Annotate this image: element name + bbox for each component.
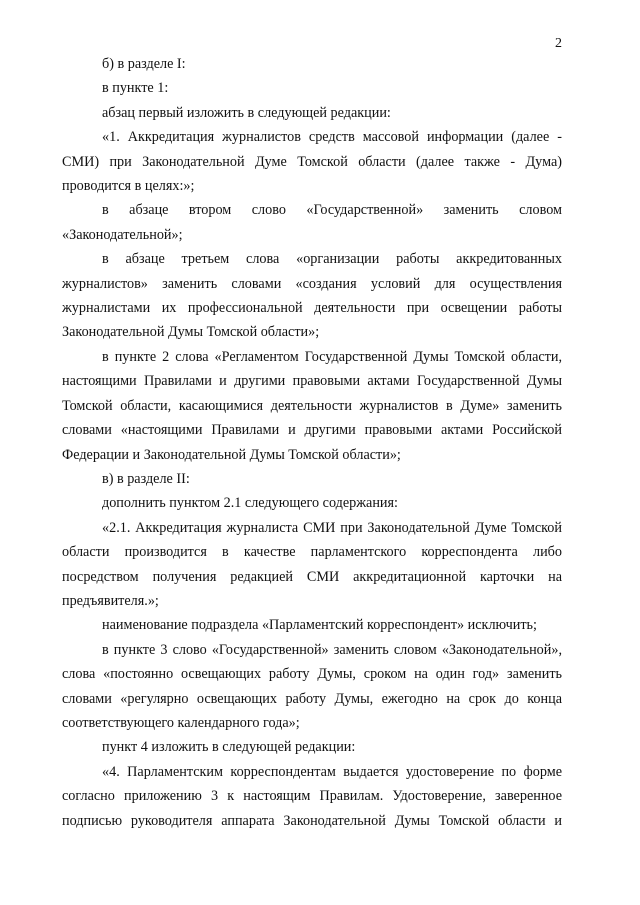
paragraph-quote-2-1: «2.1. Аккредитация журналиста СМИ при Законодательной Думе Томской области производится в качестве парламентского корреспондента либо посредством получения редакцией СМИ аккредитационной карточки на предъявителя.»; (62, 519, 562, 609)
paragraph-third-abzac: в абзаце третьем слова «организации работы аккредитованных журналистов» заменить словами «создания условий для осуществления журналистами их профессиональной деятельности при освещении работы Законодательной Думы Томской области»; (62, 251, 562, 341)
paragraph-add-2-1: дополнить пунктом 2.1 следующего содержания: (102, 495, 398, 512)
paragraph-point-1: в пункте 1: (102, 80, 169, 97)
paragraph-section-1: б) в разделе I: (102, 56, 186, 72)
paragraph-section-2: в) в разделе II: (102, 470, 190, 487)
paragraph-quote-1: «1. Аккредитация журналистов средств массовой информации (далее - СМИ) при Законодательной Думе Томской области (далее также - Дума) проводится в целях:»; (62, 129, 562, 195)
paragraph-point-3: в пункте 3 слово «Государственной» заменить словом «Законодательной», слова «постоянно освещающих работу Думы, сроком на один год» заменить словами «регулярно освещающих работу Думы, ежегодно на срок до конца соответствующего календарного года»; (62, 641, 562, 731)
paragraph-quote-4: «4. Парламентским корреспондентам выдается удостоверение по форме согласно приложению 3 к настоящим Правилам. Удостоверение, заверенное подписью руководителя аппарата Законодательной Думы Томской области и (62, 763, 562, 829)
paragraph-second-abzac: в абзаце втором слово «Государственной» заменить словом «Законодательной»; (62, 202, 562, 243)
paragraph-subsection-name: наименование подраздела «Парламентский корреспондент» исключить; (102, 617, 537, 634)
page-number: 2 (555, 36, 562, 51)
paragraph-point-2: в пункте 2 слова «Регламентом Государственной Думы Томской области, настоящими Правилами и другими правовыми актами Государственной Думы Томской области, касающимися деятельности журналистов в Думе» заменить словами «настоящими Правилами и другими правовыми актами Российской Федерации и Законодательной Думы Томской области»; (62, 348, 562, 463)
paragraph-point-4: пункт 4 изложить в следующей редакции: (102, 739, 356, 756)
paragraph-first-abzac: абзац первый изложить в следующей редакции: (102, 104, 391, 121)
document-body (62, 52, 562, 833)
